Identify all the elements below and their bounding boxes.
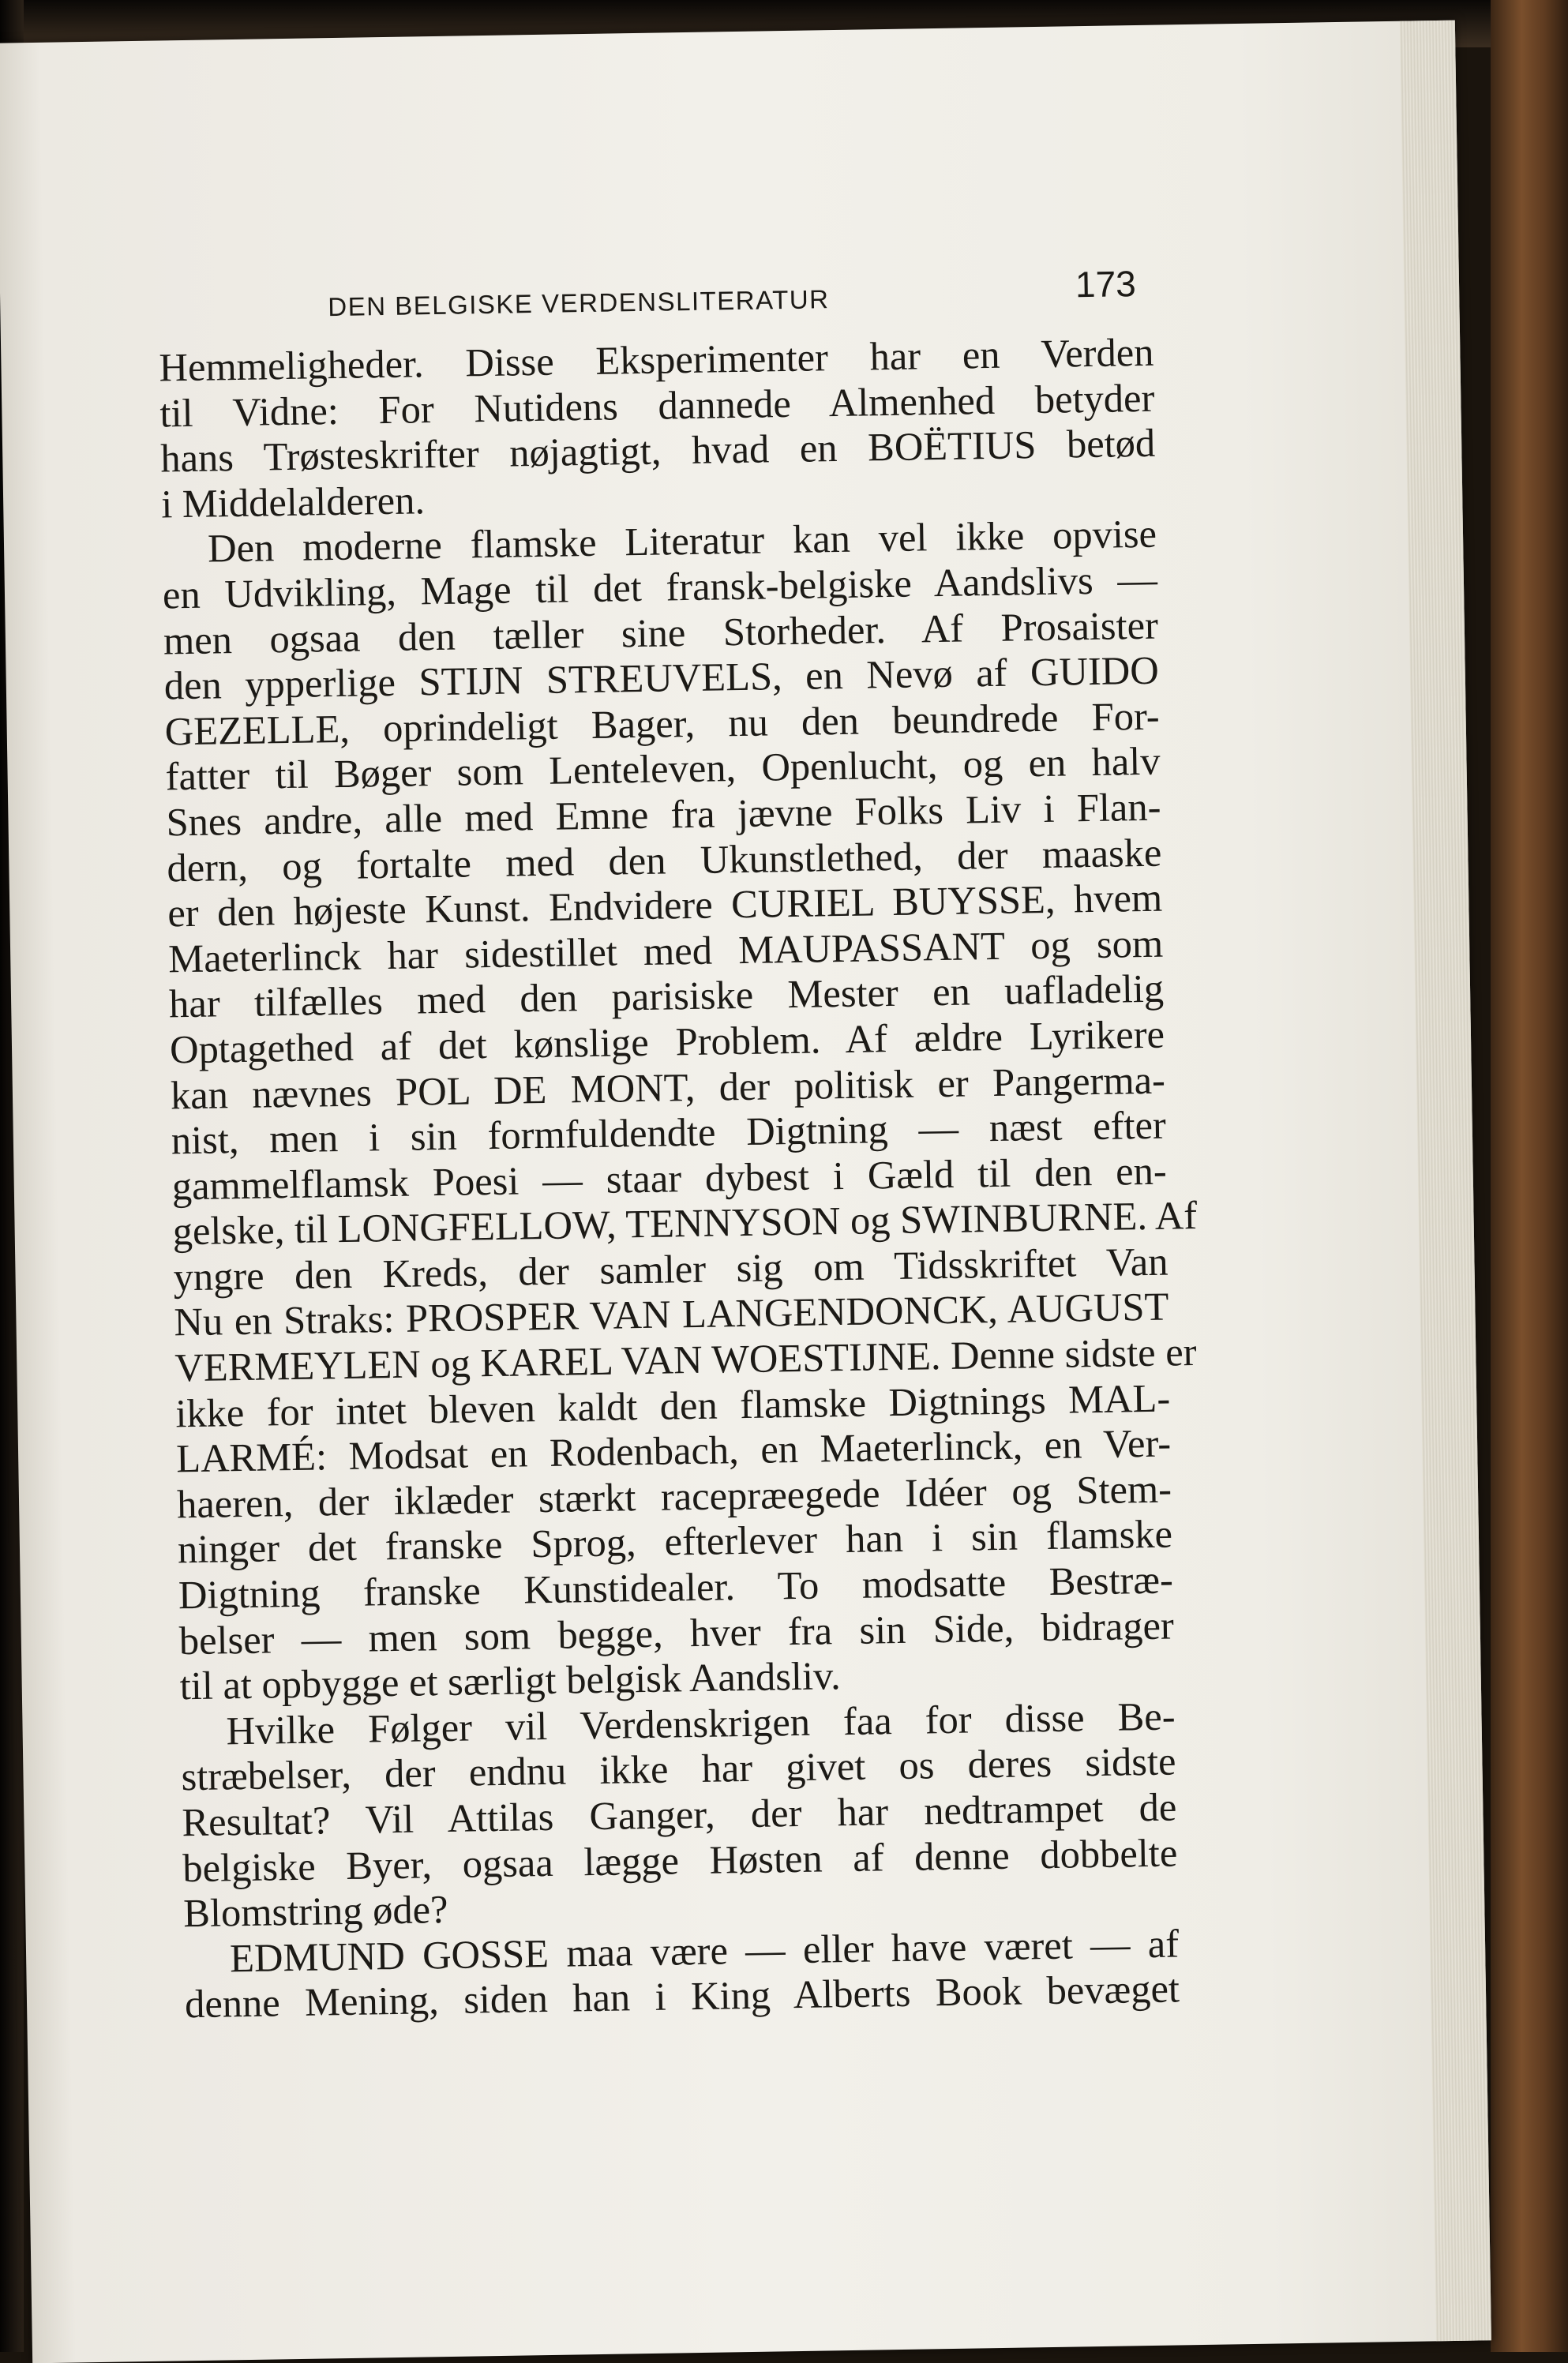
text-line: LARMÉ: Modsat en Rodenbach, en Maeterlinck, en Ver- (175, 1420, 1172, 1481)
text-line: ikke for intet bleven kaldt den flamske Digtnings MAL- (174, 1375, 1171, 1435)
text-line: Hvilke Følger vil Verdenskrigen faa for disse Be- (226, 1693, 1176, 1753)
book-page (0, 21, 1491, 2363)
text-line: Maeterlinck har sidestillet med MAUPASSANT og som (167, 921, 1164, 981)
page-number: 173 (1075, 263, 1137, 306)
text-line: kan nævnes POL DE MONT, der politisk er Pangerma- (170, 1057, 1166, 1117)
text-line: nist, men i sin formfuldendte Digtning — næst efter (171, 1102, 1167, 1163)
text-line: til at opbygge et særligt belgisk Aandsliv. (179, 1653, 842, 1708)
text-line: ninger det franske Sprog, efterlever han i sin flamske (177, 1511, 1173, 1572)
page-stack-edges (1400, 21, 1491, 2342)
text-line: Den moderne flamske Literatur kan vel ikke opvise (207, 512, 1157, 571)
book-cover-edge (1491, 0, 1568, 2352)
text-block (158, 262, 1198, 2027)
text-line: Resultat? Vil Attilas Ganger, der har nedtrampet de (182, 1784, 1177, 1845)
text-line: er den højeste Kunst. Endvidere CURIEL BUYSSE, hvem (167, 875, 1163, 936)
text-line: gammelflamsk Poesi — staar dybest i Gæld til den en- (171, 1148, 1168, 1209)
text-line: hans Trøsteskrifter nøjagtigt, hvad en BOËTIUS betød (159, 420, 1156, 481)
text-line: GEZELLE, oprindeligt Bager, nu den beundrede For- (164, 693, 1161, 754)
text-line: en Udvikling, Mage til det fransk-belgiske Aandslivs — (162, 557, 1158, 617)
running-title: DEN BELGISKE VERDENSLITERATUR (328, 284, 830, 322)
text-line: VERMEYLEN og KAREL VAN WOESTIJNE. Denne sidste er (174, 1330, 1197, 1390)
text-line: i Middelalderen. (160, 478, 426, 527)
text-line: Blomstring øde? (182, 1887, 448, 1936)
text-line: belser — men som begge, hver fra sin Side, bidrager (178, 1603, 1175, 1663)
text-line: haeren, der iklæder stærkt racepræegede Idéer og Stem- (176, 1466, 1172, 1527)
text-line: Digtning franske Kunstidealer. To modsatte Bestræ- (178, 1557, 1174, 1618)
text-line: Hemmeligheder. Disse Eksperimenter har en Verden (159, 329, 1154, 390)
text-line: denne Mening, siden han i King Alberts Book bevæget (184, 1966, 1180, 2027)
text-line: den ypperlige STIJN STREUVELS, en Nevø af GUIDO (163, 647, 1160, 708)
text-line: har tilfælles med den parisiske Mester en uafladelig (168, 966, 1165, 1026)
text-line: men ogsaa den tæller sine Storheder. Af Prosaister (163, 602, 1159, 663)
text-line: gelske, til LONGFELLOW, TENNYSON og SWINBURNE. Af (172, 1193, 1198, 1254)
text-line: stræbelser, der endnu ikke har givet os deres sidste (181, 1738, 1176, 1799)
running-head (158, 262, 1153, 341)
text-line: fatter til Bøger som Lenteleven, Openlucht, og en halv (165, 738, 1161, 799)
text-line: Nu en Straks: PROSPER VAN LANGENDONCK, AUGUST (174, 1285, 1169, 1345)
text-line: EDMUND GOSSE maa være — eller have været — af (229, 1921, 1180, 1981)
text-line: belgiske Byer, ogsaa lægge Høsten af denne dobbelte (182, 1830, 1178, 1890)
text-line: Optagethed af det kønslige Problem. Af ældre Lyrikere (169, 1011, 1165, 1072)
text-line: Snes andre, alle med Emne fra jævne Folks Liv i Flan- (166, 784, 1161, 845)
text-line: yngre den Kreds, der samler sig om Tidsskriftet Van (173, 1239, 1168, 1300)
text-line: til Vidne: For Nutidens dannede Almenhed betyder (159, 375, 1155, 436)
text-line: dern, og fortalte med den Ukunstlethed, der maaske (167, 830, 1162, 890)
